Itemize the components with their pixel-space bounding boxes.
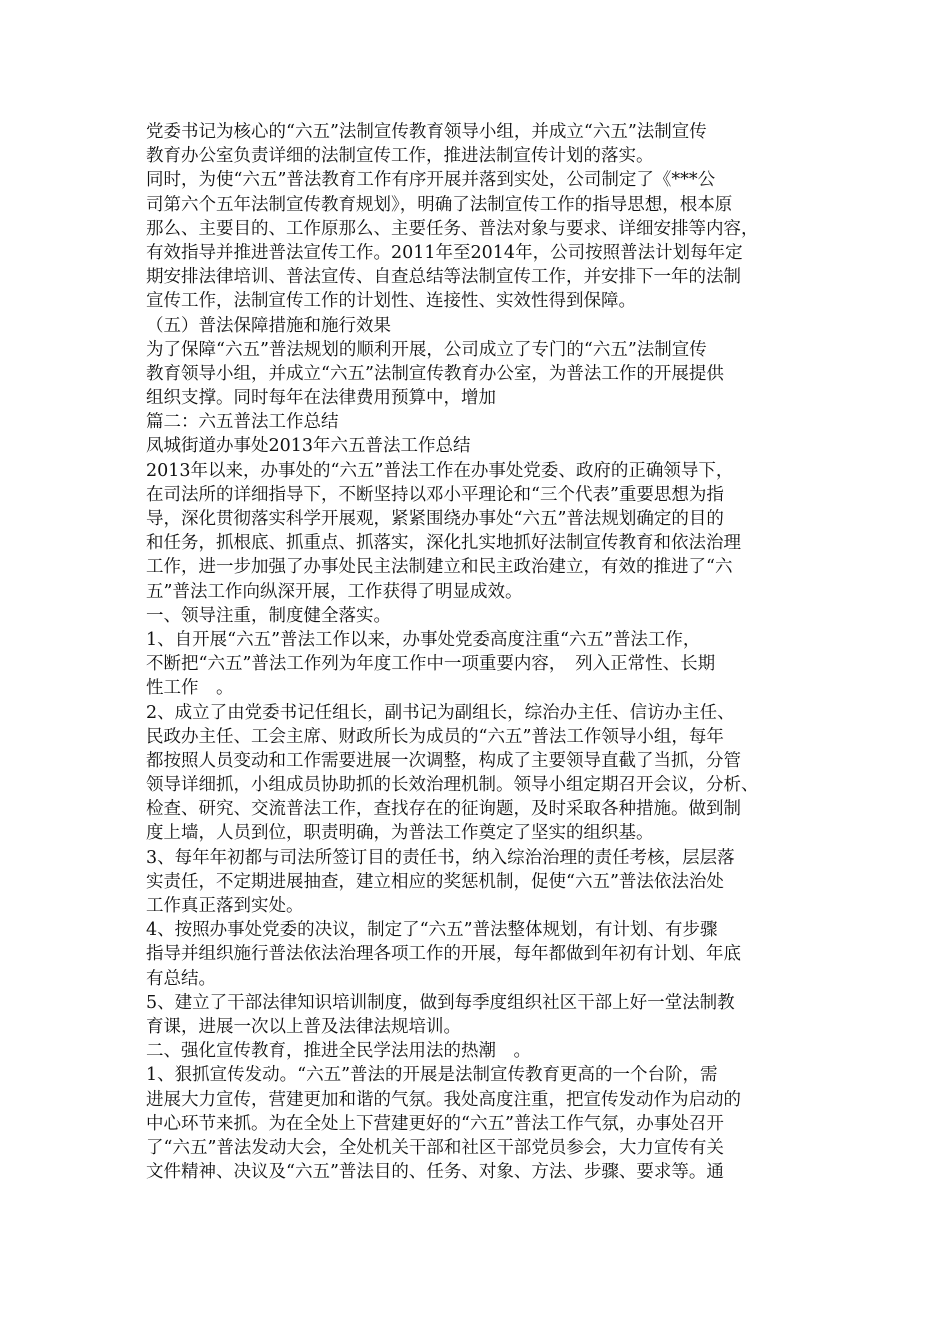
text-line: 检查、研究、交流普法工作，查找存在的征询题，及时采取各种措施。做到制 [146,799,741,820]
text-line: （五）普法保障措施和施行效果 [146,315,391,336]
text-line: 宣传工作，法制宣传工作的计划性、连接性、实效性得到保障。 [146,291,636,312]
text-line: 度上墙，人员到位，职责明确，为普法工作奠定了坚实的组织基。 [146,823,654,844]
text-line: 有总结。 [146,968,216,989]
text-line: 党委书记为核心的“六五”法制宣传教育领导小组，并成立“六五”法制宣传 [146,122,707,142]
text-line: 组织支撑。同时每年在法律费用预算中，增加 [146,388,496,409]
text-line: 工作真正落到实处。 [146,896,304,916]
text-line: 了“六五”普法发动大会，全处机关干部和社区干部党员参会，大力宣传有关 [146,1137,724,1158]
text-line: 为了保障“六五”普法规划的顺利开展，公司成立了专门的“六五”法制宣传 [146,339,707,360]
text-line: 和任务，抓根底、抓重点、抓落实，深化扎实地抓好法制宣传教育和依法治理 [146,533,741,554]
text-line: 教育领导小组，并成立“六五”法制宣传教育办公室，为普法工作的开展提供 [146,363,724,384]
text-line: 5、建立了干部法律知识培训制度，做到每季度组织社区干部上好一堂法制教 [146,992,735,1013]
text-line: 工作，进一步加强了办事处民主法制建立和民主政治建立，有效的推进了“六 [146,557,733,578]
text-line: 文件精神、决议及“六五”普法目的、任务、对象、方法、步骤、要求等。通 [146,1162,724,1183]
text-line: 二、强化宣传教育，推进全民学法用法的热潮 。 [146,1041,531,1062]
text-line: 中心环节来抓。为在全处上下营建更好的“六五”普法工作气氛，办事处召开 [146,1113,724,1134]
text-line: 教育办公室负责详细的法制宣传工作，推进法制宣传计划的落实。 [146,146,654,167]
text-line: 都按照人员变动和工作需要进展一次调整，构成了主要领导直截了当抓，分管 [146,750,741,771]
text-line: 在司法所的详细指导下，不断坚持以邓小平理论和“三个代表”重要思想为指 [146,484,724,505]
text-line: 2013年以来，办事处的“六五”普法工作在办事处党委、政府的正确领导下， [146,460,734,481]
text-line: 2、成立了由党委书记任组长，副书记为副组长，综治办主任、信访办主任、 [146,702,735,723]
text-line: 领导详细抓，小组成员协助抓的长效治理机制。领导小组定期召开会议，分析、 [146,775,759,796]
document-body [146,120,816,1184]
text-line: 一、领导注重，制度健全落实。 [146,605,391,626]
text-line: 不断把“六五”普法工作列为年度工作中一项重要内容， 列入正常性、长期 [146,654,716,675]
text-line: 凤城街道办事处2013年六五普法工作总结 [146,436,471,457]
text-line: 五”普法工作向纵深开展，工作获得了明显成效。 [146,581,523,602]
text-line: 进展大力宣传，营建更加和谐的气氛。我处高度注重，把宣传发动作为启动的 [146,1089,741,1110]
text-line: 司第六个五年法制宣传教育规划》，明确了法制宣传工作的指导思想，根本原 [146,194,733,215]
text-line: 期安排法律培训、普法宣传、自查总结等法制宣传工作，并安排下一年的法制 [146,267,741,288]
text-line: 育课，进展一次以上普及法律法规培训。 [146,1016,461,1037]
text-line: 同时，为使“六五”普法教育工作有序开展并落到实处，公司制定了《***公 [146,170,716,191]
text-line: 篇二：六五普法工作总结 [146,412,339,433]
text-line: 指导并组织施行普法依法治理各项工作的开展，每年都做到年初有计划、年底 [146,944,741,965]
text-line: 那么、主要目的、工作原那么、主要任务、普法对象与要求、详细安排等内容， [146,218,759,239]
text-line: 有效指导并推进普法宣传工作。2011年至2014年，公司按照普法计划每年定 [146,242,743,263]
text-line: 民政办主任、工会主席、财政所长为成员的“六五”普法工作领导小组，每年 [146,726,724,747]
text-line: 实责任，不定期进展抽查，建立相应的奖惩机制，促使“六五”普法依法治处 [146,871,724,892]
text-line: 1、狠抓宣传发动。“六五”普法的开展是法制宣传教育更高的一个台阶，需 [146,1065,718,1086]
text-line: 4、按照办事处党委的决议，制定了“六五”普法整体规划，有计划、有步骤 [146,920,718,941]
text-line: 导，深化贯彻落实科学开展观，紧紧围绕办事处“六五”普法规划确定的目的 [146,509,724,529]
text-line: 性工作 。 [146,678,234,699]
text-line: 3、每年年初都与司法所签订目的责任书，纳入综治治理的责任考核，层层落 [146,847,735,868]
text-line: 1、自开展“六五”普法工作以来，办事处党委高度注重“六五”普法工作， [146,629,701,650]
